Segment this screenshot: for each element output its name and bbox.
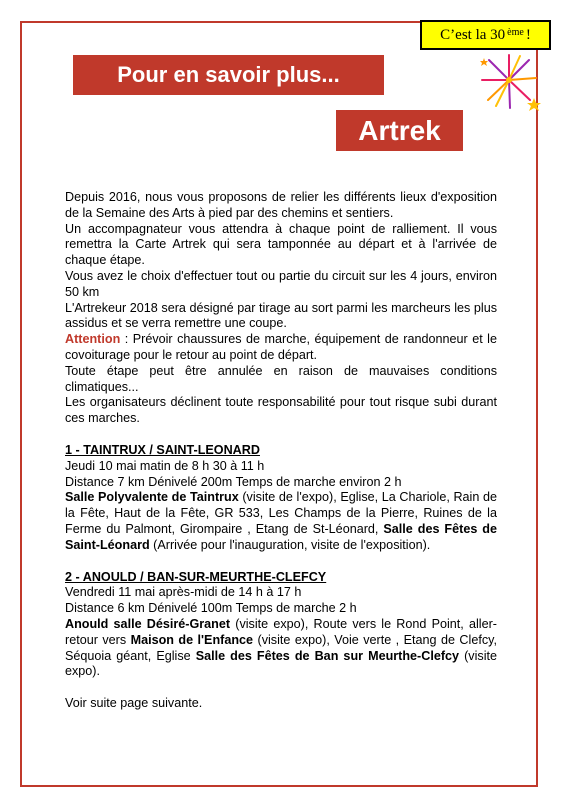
anniversary-badge <box>420 20 551 50</box>
stage-2-route-text-2: (visite expo), Voie verte , Etang de Clefcy, Séquoia géant, Eglise <box>65 632 497 663</box>
intro-paragraph: Vous avez le choix d'effectuer tout ou partie du circuit sur les 4 jours, environ 50 km <box>65 268 497 299</box>
intro-paragraph: Un accompagnateur vous attendra à chaque point de ralliement. Il vous remettra la Carte Artrek qui sera tamponnée au départ et à l'arrivée de chaque étape. <box>65 221 497 268</box>
stage-2-end: Salle des Fêtes de Ban sur Meurthe-Clefcy <box>195 648 460 663</box>
badge-suffix: ! <box>525 26 531 43</box>
badge-text: C’est la 30 <box>440 26 506 43</box>
badge-superscript: ème <box>507 26 524 38</box>
section-heading-artrek: Artrek <box>336 110 463 151</box>
weather-note: Toute étape peut être annulée en raison de mauvaises conditions climatiques... <box>65 363 497 394</box>
attention-note <box>65 332 497 364</box>
stage-2-start: Anould salle Désiré-Granet <box>65 616 231 631</box>
attention-label: Attention <box>65 332 121 347</box>
stage-1-date: Jeudi 10 mai matin de 8 h 30 à 11 h <box>65 458 265 473</box>
continued-note: Voir suite page suivante. <box>65 696 203 711</box>
stage-2-route-text: (visite expo), Route vers le Rond Point, aller-retour vers <box>65 616 497 647</box>
firework-icon <box>474 50 544 115</box>
stage-1-route-text: (visite de l'expo), Eglise, La Chariole, Rain de la Fête, Haut de la Fête, GR 533, Les Champs de la Pierre, Ruines de la Ferme du Palmont, Girompaire , Etang de St-Léonard, <box>65 490 497 536</box>
stage-1-title: 1 - TAINTRUX / SAINT-LEONARD <box>65 442 260 457</box>
intro-paragraph: Depuis 2016, nous vous proposons de relier les différents lieux d'exposition de la Semaine des Arts à pied par des chemins et sentiers. <box>65 190 497 220</box>
stage-2-stats: Distance 6 km Dénivelé 100m Temps de marche 2 h <box>65 601 357 616</box>
stage-2-title: 2 - ANOULD / BAN-SUR-MEURTHE-CLEFCY <box>65 569 327 584</box>
attention-text: : Prévoir chaussures de marche, équipement de randonneur et le covoiturage pour le retour au point de départ. <box>65 332 497 362</box>
stage-1-stats: Distance 7 km Dénivelé 200m Temps de marche environ 2 h <box>65 474 402 489</box>
stage-2-date: Vendredi 11 mai après-midi de 14 h à 17 h <box>65 585 302 600</box>
stage-1-end: Salle des Fêtes de Saint-Léonard <box>65 521 497 552</box>
stage-2-waypoint: Maison de l'Enfance <box>130 632 254 647</box>
stage-1-end-text: (Arrivée pour l'inauguration, visite de l'exposition). <box>149 537 431 552</box>
page-title: Pour en savoir plus... <box>73 55 384 95</box>
stage-2-route <box>65 617 497 680</box>
stage-2-end-text: (visite expo). <box>65 648 497 679</box>
intro-paragraph: L'Artrekeur 2018 sera désigné par tirage au sort parmi les marcheurs les plus assidus et se verra remettre une coupe. <box>65 300 497 331</box>
main-content <box>65 190 497 712</box>
stage-1-route <box>65 490 497 553</box>
liability-note: Les organisateurs déclinent toute responsabilité pour tout risque subi durant ces marches. <box>65 395 497 426</box>
stage-1-start: Salle Polyvalente de Taintrux <box>65 490 239 505</box>
